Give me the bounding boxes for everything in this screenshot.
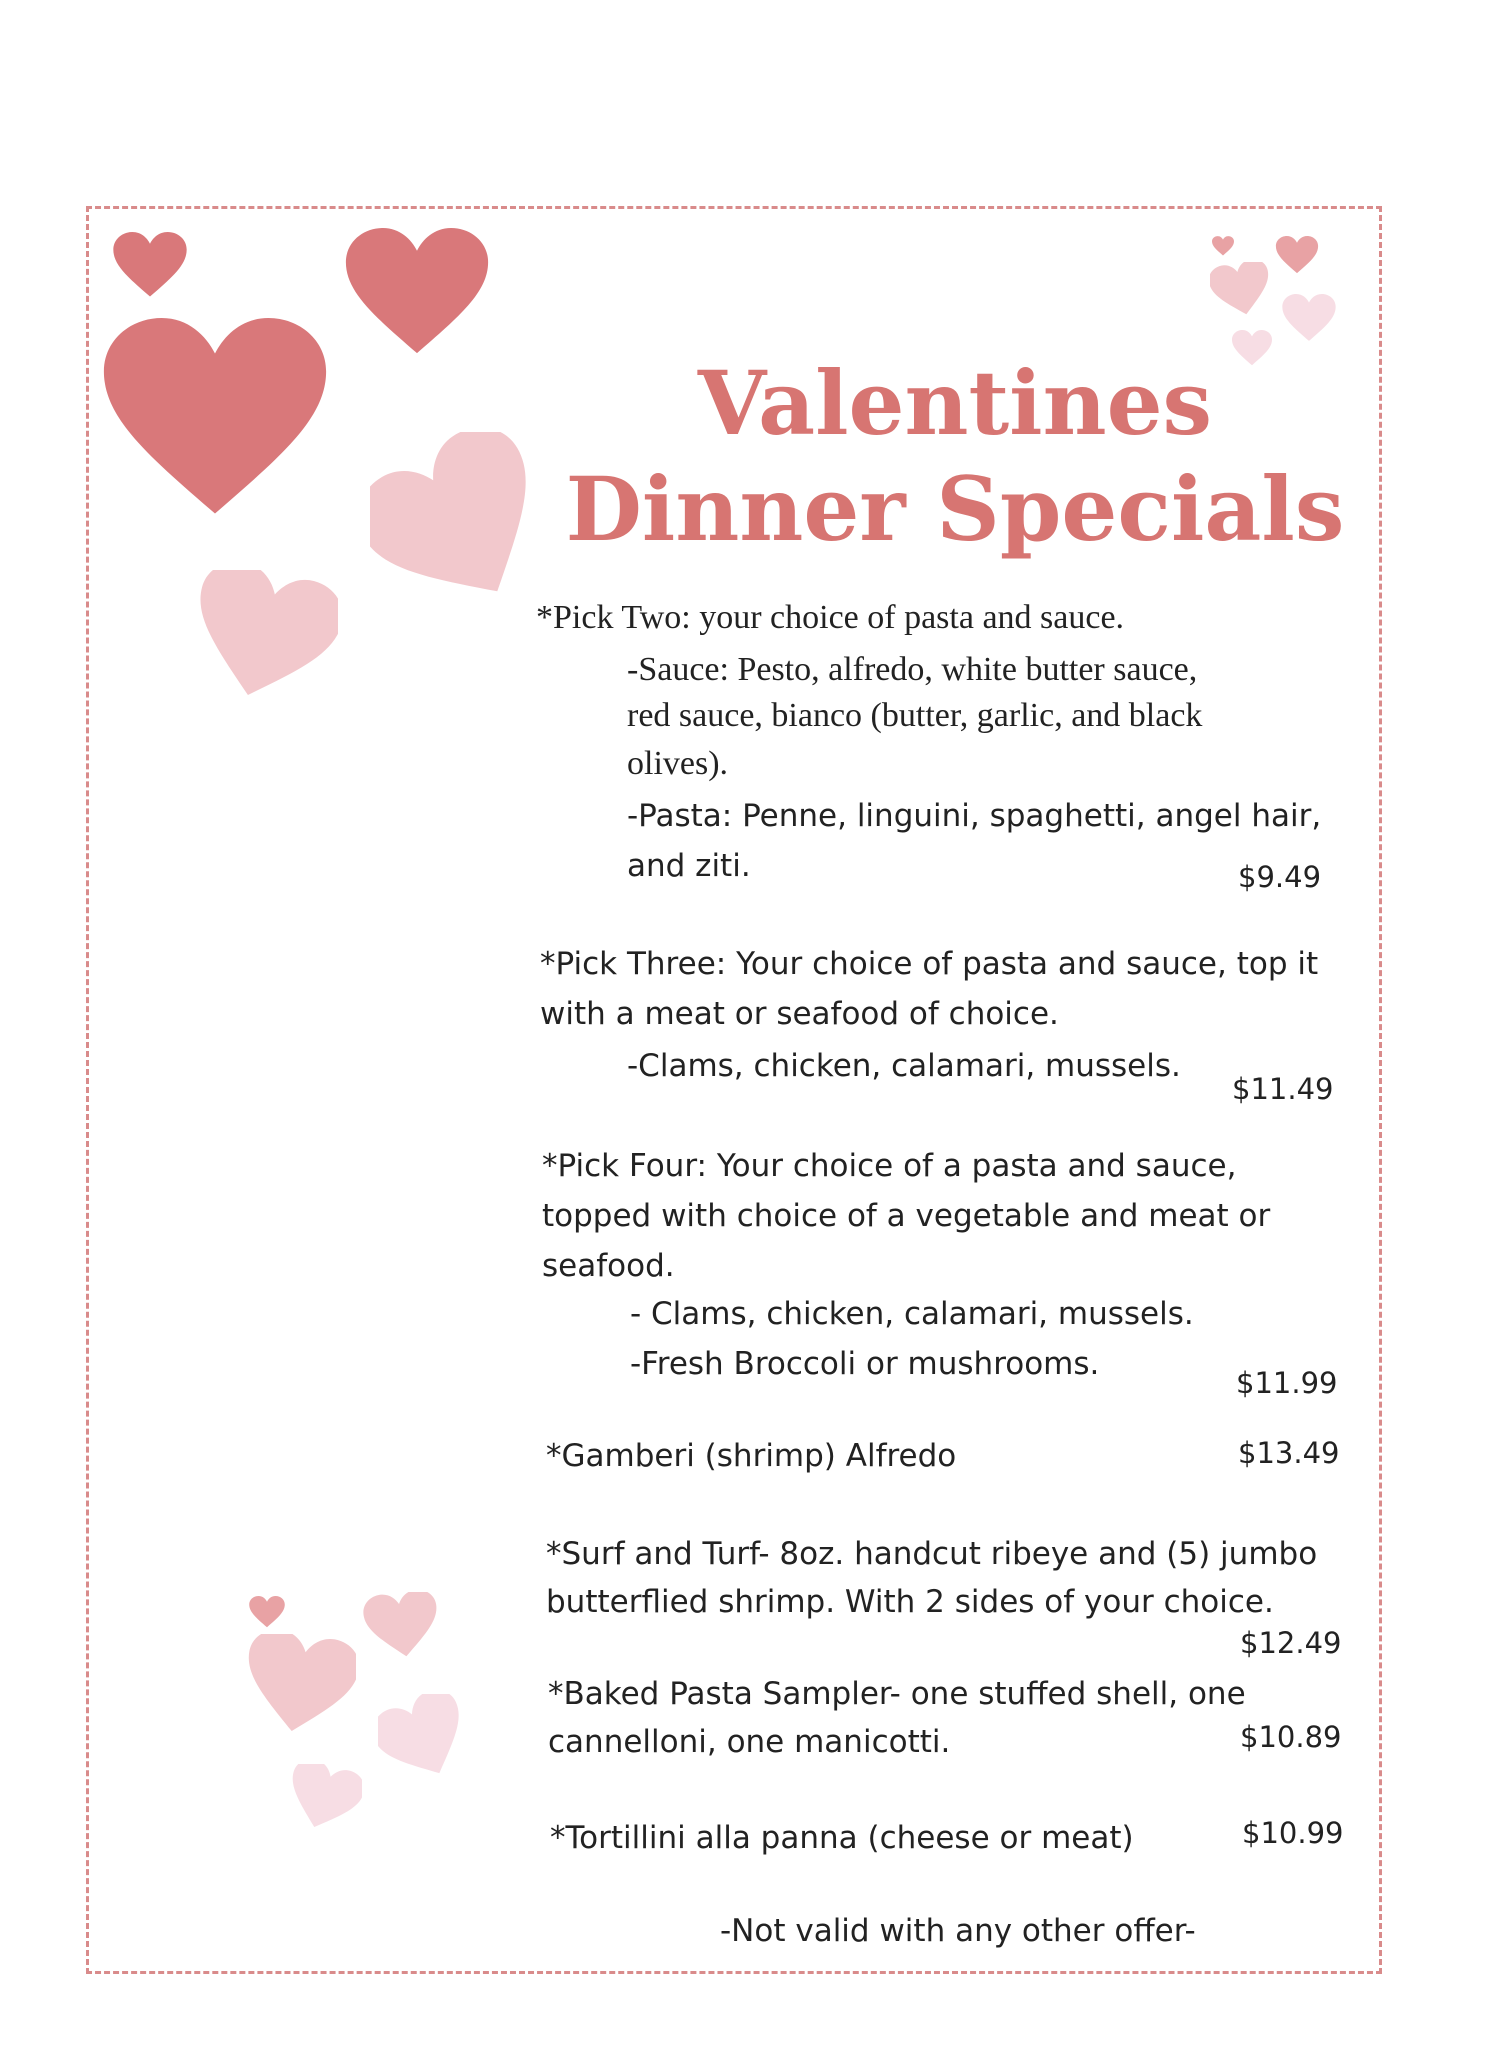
price-label: $10.89 — [1240, 1720, 1342, 1754]
heart-icon — [286, 1764, 362, 1830]
menu-line: *Surf and Turf- 8oz. handcut ribeye and (5) jumbo — [546, 1536, 1318, 1572]
price-label: $10.99 — [1242, 1816, 1344, 1850]
menu-line: *Pick Four: Your choice of a pasta and sauce, — [542, 1148, 1237, 1184]
heart-icon — [244, 1634, 356, 1734]
menu-line: *Gamberi (shrimp) Alfredo — [546, 1438, 957, 1474]
price-label: $9.49 — [1238, 860, 1322, 894]
menu-line: *Pick Two: your choice of pasta and sauce. — [536, 599, 1125, 636]
menu-line: and ziti. — [627, 848, 751, 884]
menu-line: olives). — [627, 745, 729, 782]
heart-icon — [1282, 294, 1336, 342]
heart-icon — [1274, 236, 1320, 274]
menu-line: *Pick Three: Your choice of pasta and sauce, top it — [540, 946, 1319, 982]
menu-line: red sauce, bianco (butter, garlic, and black — [627, 697, 1203, 734]
heart-icon — [378, 1694, 468, 1782]
heart-icon — [338, 228, 496, 356]
menu-line: -Clams, chicken, calamari, mussels. — [627, 1048, 1181, 1084]
menu-line: - Clams, chicken, calamari, mussels. — [630, 1296, 1194, 1332]
heart-icon — [370, 432, 548, 618]
price-label: $13.49 — [1238, 1436, 1340, 1470]
menu-line: with a meat or seafood of choice. — [540, 996, 1059, 1032]
price-label: $12.49 — [1240, 1626, 1342, 1660]
heart-icon — [112, 232, 188, 298]
menu-line: topped with choice of a vegetable and meat or — [542, 1198, 1271, 1234]
menu-line: cannelloni, one manicotti. — [548, 1724, 951, 1760]
title-line-2: Dinner Specials — [565, 457, 1345, 561]
price-label: $11.99 — [1236, 1366, 1338, 1400]
price-label: $11.49 — [1232, 1072, 1334, 1106]
menu-line: -Fresh Broccoli or mushrooms. — [630, 1346, 1100, 1382]
menu-line: butterflied shrimp. With 2 sides of your choice. — [546, 1584, 1274, 1620]
page-title — [555, 350, 1355, 562]
heart-icon — [190, 570, 338, 700]
heart-icon — [248, 1596, 286, 1628]
heart-icon — [1210, 262, 1272, 316]
menu-line: -Sauce: Pesto, alfredo, white butter sauce, — [627, 651, 1198, 688]
menu-line: seafood. — [542, 1248, 675, 1284]
heart-icon — [100, 318, 330, 518]
heart-icon — [362, 1592, 442, 1658]
menu-line: *Baked Pasta Sampler- one stuffed shell, one — [548, 1676, 1246, 1712]
title-line-1: Valentines — [697, 351, 1213, 455]
menu-line: -Pasta: Penne, linguini, spaghetti, angel hair, — [627, 798, 1322, 834]
menu-line: *Tortillini alla panna (cheese or meat) — [550, 1820, 1134, 1856]
footer-note: -Not valid with any other offer- — [720, 1913, 1196, 1949]
heart-icon — [1212, 236, 1234, 256]
